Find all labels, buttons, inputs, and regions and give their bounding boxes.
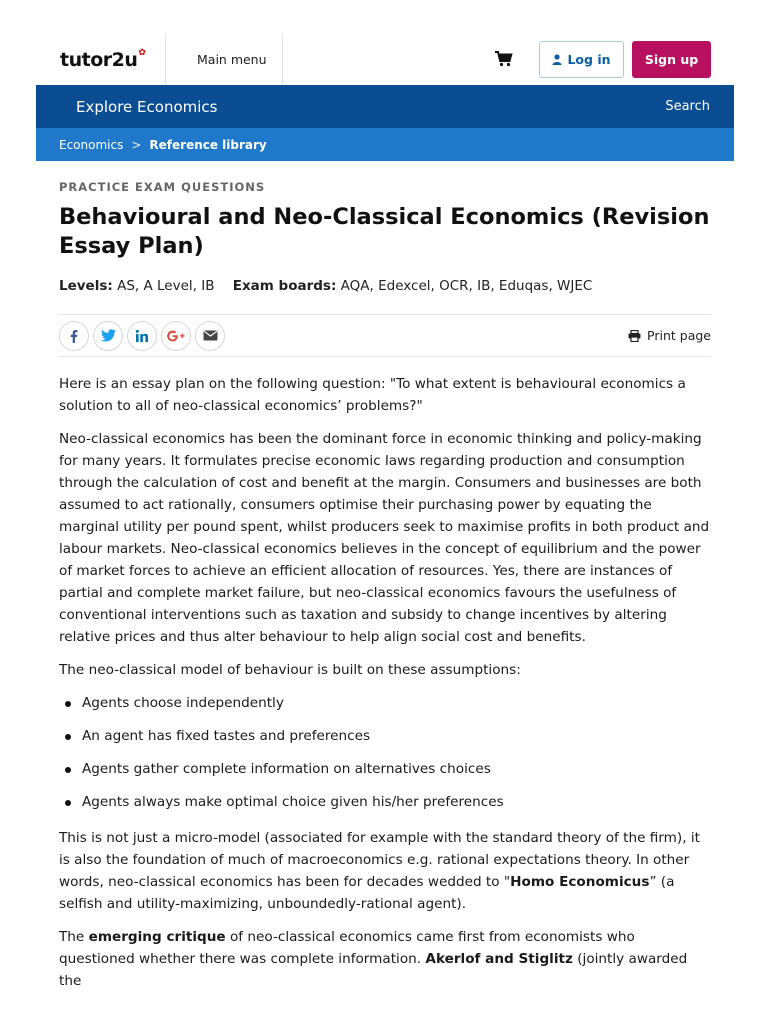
login-label: Log in (567, 52, 611, 67)
site-logo[interactable] (36, 34, 166, 85)
logo-text: tutor2u (60, 48, 138, 71)
facebook-icon[interactable] (59, 321, 89, 351)
article-meta (59, 278, 711, 294)
paragraph-text: The (59, 929, 89, 945)
cart-icon[interactable] (494, 49, 514, 69)
breadcrumb-reference-library[interactable]: Reference library (149, 137, 267, 152)
login-button[interactable] (539, 41, 624, 78)
intro-paragraph: Here is an essay plan on the following question: "To what extent is behavioural economics a solution to all of neo-classical economics’ problems?" (59, 376, 686, 414)
article (59, 180, 711, 1003)
twitter-icon[interactable] (93, 321, 123, 351)
printer-icon (628, 330, 641, 342)
search-link[interactable]: Search (665, 99, 710, 114)
breadcrumb (36, 128, 734, 161)
linkedin-icon[interactable] (127, 321, 157, 351)
assumptions-intro: The neo-classical model of behaviour is built on these assumptions: (59, 662, 521, 678)
exam-boards-value: AQA, Edexcel, OCR, IB, Eduqas, WJEC (340, 278, 593, 294)
emerging-critique-term: emerging critique (88, 929, 226, 945)
page-title: Behavioural and Neo-Classical Economics (Revision Essay Plan) (59, 204, 710, 259)
explore-bar (36, 85, 734, 128)
levels-value: AS, A Level, IB (117, 278, 215, 294)
print-page-label: Print page (647, 328, 711, 343)
exam-boards-label: Exam boards: (232, 278, 337, 294)
akerlof-stiglitz-term: Akerlof and Stiglitz (425, 951, 573, 967)
paragraph-text: (jointly awarded the (59, 951, 688, 989)
explore-title[interactable]: Explore Economics (76, 98, 218, 116)
micro-model-paragraph (59, 827, 711, 915)
list-item: An agent has fixed tastes and preferences (59, 725, 711, 747)
breadcrumb-separator: > (131, 137, 142, 152)
critique-paragraph (59, 926, 711, 992)
google-plus-icon[interactable] (161, 321, 191, 351)
levels-label: Levels: (59, 278, 113, 294)
user-icon (552, 54, 562, 65)
breadcrumb-economics[interactable]: Economics (59, 137, 124, 152)
homo-economicus-term: Homo Economicus (510, 874, 650, 890)
top-navigation (36, 34, 734, 85)
assumptions-list (59, 692, 711, 813)
print-page-button[interactable] (628, 328, 711, 343)
paragraph-text: This is not just a micro-model (associated for example with the standard theory of the firm), it is also the foundation of much of macroeconomics e.g. rational expectations theory. In other words, neo-classical economics has been for decades wedded to " (59, 830, 700, 890)
article-body (59, 373, 711, 992)
article-category: PRACTICE EXAM QUESTIONS (59, 180, 266, 194)
paragraph-text: of neo-classical economics came first from economists who questioned whether there was complete information. (59, 929, 635, 967)
main-menu-button[interactable]: Main menu (166, 34, 283, 85)
email-icon[interactable] (195, 321, 225, 351)
list-item: Agents choose independently (59, 692, 711, 714)
signup-button[interactable]: Sign up (632, 41, 711, 78)
bee-icon: ✿ (138, 47, 146, 58)
paragraph-text: ” (a selfish and utility-maximizing, unboundedly-rational agent). (59, 874, 675, 912)
list-item: Agents gather complete information on alternatives choices (59, 758, 711, 780)
neo-classical-paragraph: Neo-classical economics has been the dominant force in economic thinking and policy-making for many years. It formulates precise economic laws regarding production and consumption through the calculation of cost and benefit at the margin. Consumers and businesses are both assumed to act rationally, consumers optimise their purchasing power by equating the marginal utility per pound spent, whilst producers seek to maximise profits in both product and labour markets. Neo-classical economics believes in the concept of equilibrium and the power of market forces to achieve an efficient allocation of resources. Yes, there are instances of partial and complete market failure, but neo-classical economics favours the usefulness of conventional interventions such as taxation and subsidy to change incentives by altering relative prices and thus alter behaviour to help align social cost and benefits. (59, 431, 710, 645)
share-bar (59, 314, 711, 357)
list-item: Agents always make optimal choice given his/her preferences (59, 791, 711, 813)
